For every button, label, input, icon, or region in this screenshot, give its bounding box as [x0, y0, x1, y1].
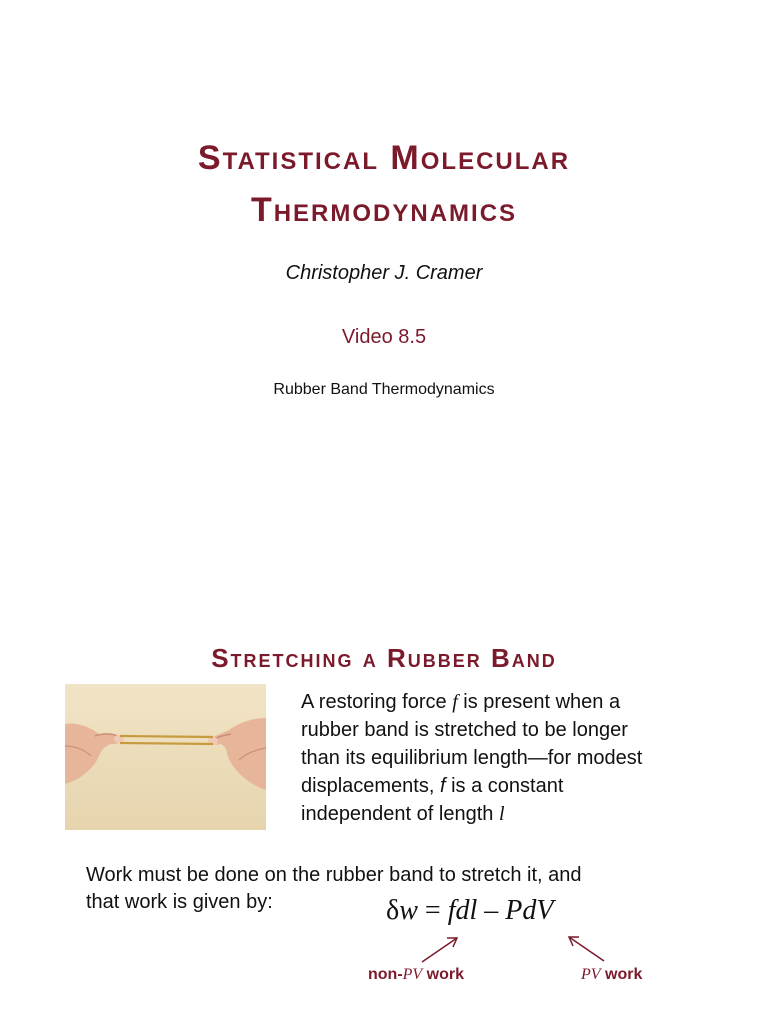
minus-sign: –	[477, 895, 506, 926]
work-line-1: Work must be done on the rubber band to stretch it, and	[86, 864, 582, 886]
title-line-2: Thermodynamics	[250, 191, 518, 229]
label-text: non-	[368, 966, 403, 983]
force-symbol: f	[439, 775, 446, 797]
pdv-term: PdV	[505, 895, 554, 926]
fdl-term: fdl	[447, 895, 478, 926]
para-line-2: rubber band is stretched to be longer	[301, 719, 628, 741]
para-line-5	[301, 800, 721, 828]
non-pv-work-label	[368, 966, 464, 984]
work-equation	[386, 895, 553, 927]
label-text: work	[422, 966, 464, 983]
equals-sign: =	[417, 895, 448, 926]
para-text: is a constant	[445, 775, 564, 797]
w-symbol: w	[399, 895, 418, 926]
pv-symbol: PV	[581, 966, 601, 983]
hands-stretching-rubber-band-image	[65, 684, 266, 830]
para-text: is present when a	[457, 691, 621, 713]
para-text: independent of length	[301, 803, 499, 825]
rubber-band-photo	[65, 684, 266, 830]
delta-symbol: δ	[386, 895, 400, 926]
work-line-2: that work is given by:	[86, 891, 273, 913]
para-line-1	[301, 688, 721, 716]
pv-symbol: PV	[402, 966, 423, 983]
title-line-1: Statistical Molecular	[197, 139, 571, 177]
force-symbol: f	[452, 691, 458, 713]
para-text: A restoring force	[301, 691, 453, 713]
restoring-force-paragraph	[301, 688, 721, 828]
para-text: displacements,	[301, 775, 440, 797]
para-line-3: than its equilibrium length—for modest	[301, 747, 643, 769]
length-symbol: l	[498, 803, 505, 825]
video-number: Video 8.5	[341, 326, 427, 348]
label-text: work	[600, 966, 643, 983]
lecture-subtitle: Rubber Band Thermodynamics	[273, 381, 495, 398]
author-name: Christopher J. Cramer	[285, 262, 483, 284]
pv-work-label	[581, 966, 642, 984]
para-line-4	[301, 772, 721, 800]
slide-title: Stretching a Rubber Band	[211, 643, 557, 673]
